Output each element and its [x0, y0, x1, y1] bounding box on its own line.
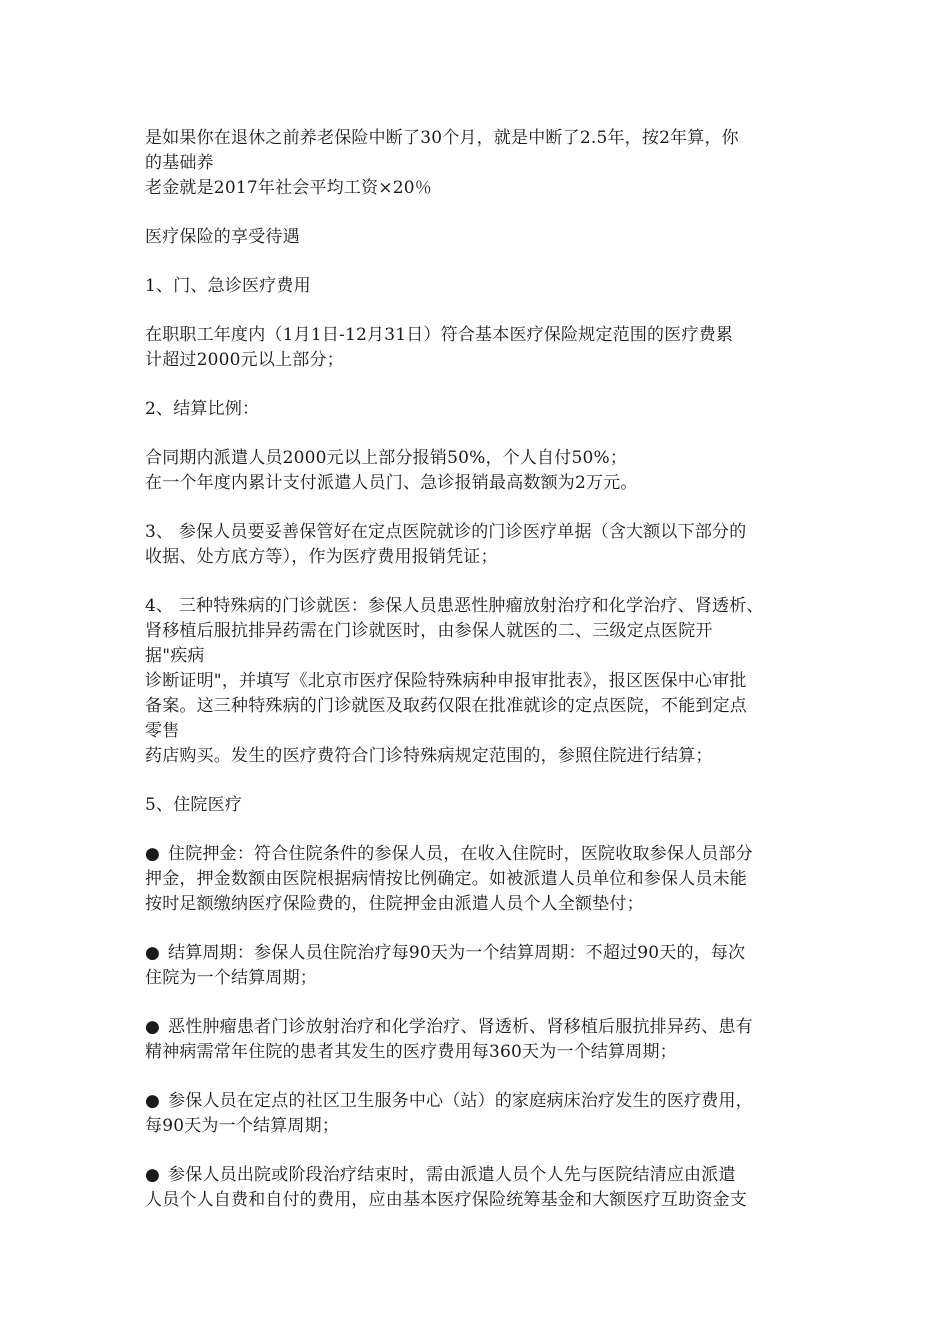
line-text: 参保人员出院或阶段治疗结束时，需由派遣人员个人先与医院结清应由派遣 — [168, 1165, 736, 1185]
text-line — [145, 1015, 813, 1040]
paragraph — [145, 397, 813, 422]
text-line — [145, 594, 813, 619]
line-text: 5、住院医疗 — [145, 795, 243, 815]
line-text: 诊断证明"，并填写《北京市医疗保险特殊病种申报审批表》，报区医保中心审批 — [145, 671, 747, 691]
paragraph-spacer — [145, 991, 813, 1015]
paragraph-spacer — [145, 1065, 813, 1089]
paragraph-spacer — [145, 373, 813, 397]
paragraph-spacer — [145, 917, 813, 941]
paragraph — [145, 793, 813, 818]
bullet-icon: ● — [145, 1165, 161, 1185]
paragraph — [145, 274, 813, 299]
paragraph — [145, 1089, 813, 1139]
bullet-icon: ● — [145, 1091, 161, 1111]
line-text: 合同期内派遣人员2000元以上部分报销50%，个人自付50%； — [145, 448, 628, 468]
line-text: 零售 — [145, 721, 180, 741]
line-text: 4、 三种特殊病的门诊就医：参保人员患恶性肿瘤放射治疗和化学治疗、肾透析、 — [145, 596, 764, 616]
line-text: 精神病需常年住院的患者其发生的医疗费用每360天为一个结算周期； — [145, 1042, 677, 1062]
paragraph-spacer — [145, 299, 813, 323]
text-line — [145, 719, 813, 744]
text-line — [145, 694, 813, 719]
text-line — [145, 446, 813, 471]
text-line — [145, 274, 813, 299]
paragraph-spacer — [145, 1139, 813, 1163]
line-text: 计超过2000元以上部分； — [145, 350, 344, 370]
text-line — [145, 1040, 813, 1065]
text-line — [145, 545, 813, 570]
document-body — [145, 126, 813, 1213]
paragraph — [145, 225, 813, 250]
line-text: 2、结算比例： — [145, 399, 260, 419]
text-line — [145, 644, 813, 669]
line-text: 在职职工年度内（1月1日-12月31日）符合基本医疗保险规定范围的医疗费累 — [145, 325, 734, 345]
text-line — [145, 1114, 813, 1139]
paragraph — [145, 323, 813, 373]
paragraph — [145, 1015, 813, 1065]
bullet-icon: ● — [145, 943, 161, 963]
text-line — [145, 323, 813, 348]
bullet-icon: ● — [145, 844, 161, 864]
text-line — [145, 892, 813, 917]
line-text: 人员个人自费和自付的费用，应由基本医疗保险统筹基金和大额医疗互助资金支 — [145, 1190, 747, 1210]
text-line — [145, 1089, 813, 1114]
text-line — [145, 225, 813, 250]
text-line — [145, 744, 813, 769]
paragraph — [145, 520, 813, 570]
paragraph — [145, 842, 813, 917]
line-text: 每90天为一个结算周期； — [145, 1116, 340, 1136]
text-line — [145, 151, 813, 176]
paragraph — [145, 446, 813, 496]
line-text: 据"疾病 — [145, 646, 205, 666]
line-text: 住院为一个结算周期； — [145, 968, 317, 988]
text-line — [145, 397, 813, 422]
text-line — [145, 966, 813, 991]
text-line — [145, 619, 813, 644]
paragraph-spacer — [145, 496, 813, 520]
text-line — [145, 793, 813, 818]
line-text: 住院押金：符合住院条件的参保人员，在收入住院时，医院收取参保人员部分 — [168, 844, 753, 864]
text-line — [145, 941, 813, 966]
line-text: 是如果你在退休之前养老保险中断了30个月，就是中断了2.5年，按2年算，你 — [145, 128, 739, 148]
line-text: 备案。这三种特殊病的门诊就医及取药仅限在批准就诊的定点医院，不能到定点 — [145, 696, 747, 716]
paragraph-spacer — [145, 570, 813, 594]
line-text: 恶性肿瘤患者门诊放射治疗和化学治疗、肾透析、肾移植后服抗排异药、患有 — [168, 1017, 753, 1037]
line-text: 结算周期：参保人员住院治疗每90天为一个结算周期：不超过90天的，每次 — [168, 943, 746, 963]
paragraph-spacer — [145, 201, 813, 225]
paragraph — [145, 1163, 813, 1213]
text-line — [145, 520, 813, 545]
paragraph-spacer — [145, 422, 813, 446]
line-text: 肾移植后服抗排异药需在门诊就医时，由参保人就医的二、三级定点医院开 — [145, 621, 713, 641]
line-text: 老金就是2017年社会平均工资×20％ — [145, 178, 432, 198]
text-line — [145, 348, 813, 373]
paragraph-spacer — [145, 250, 813, 274]
line-text: 药店购买。发生的医疗费符合门诊特殊病规定范围的，参照住院进行结算； — [145, 746, 713, 766]
text-line — [145, 669, 813, 694]
text-line — [145, 842, 813, 867]
line-text: 按时足额缴纳医疗保险费的，住院押金由派遣人员个人全额垫付； — [145, 894, 644, 914]
text-line — [145, 471, 813, 496]
paragraph — [145, 126, 813, 201]
line-text: 参保人员在定点的社区卫生服务中心（站）的家庭病床治疗发生的医疗费用， — [168, 1091, 753, 1111]
text-line — [145, 1188, 813, 1213]
paragraph-spacer — [145, 818, 813, 842]
line-text: 1、门、急诊医疗费用 — [145, 276, 311, 296]
line-text: 押金，押金数额由医院根据病情按比例确定。如被派遣人员单位和参保人员未能 — [145, 869, 747, 889]
paragraph — [145, 941, 813, 991]
paragraph — [145, 594, 813, 769]
text-line — [145, 126, 813, 151]
line-text: 3、 参保人员要妥善保管好在定点医院就诊的门诊医疗单据（含大额以下部分的 — [145, 522, 747, 542]
text-line — [145, 867, 813, 892]
line-text: 的基础养 — [145, 153, 214, 173]
text-line — [145, 1163, 813, 1188]
line-text: 收据、处方底方等），作为医疗费用报销凭证； — [145, 547, 498, 567]
line-text: 在一个年度内累计支付派遣人员门、急诊报销最高数额为2万元。 — [145, 473, 638, 493]
paragraph-spacer — [145, 769, 813, 793]
bullet-icon: ● — [145, 1017, 161, 1037]
text-line — [145, 176, 813, 201]
line-text: 医疗保险的享受待遇 — [145, 227, 300, 247]
